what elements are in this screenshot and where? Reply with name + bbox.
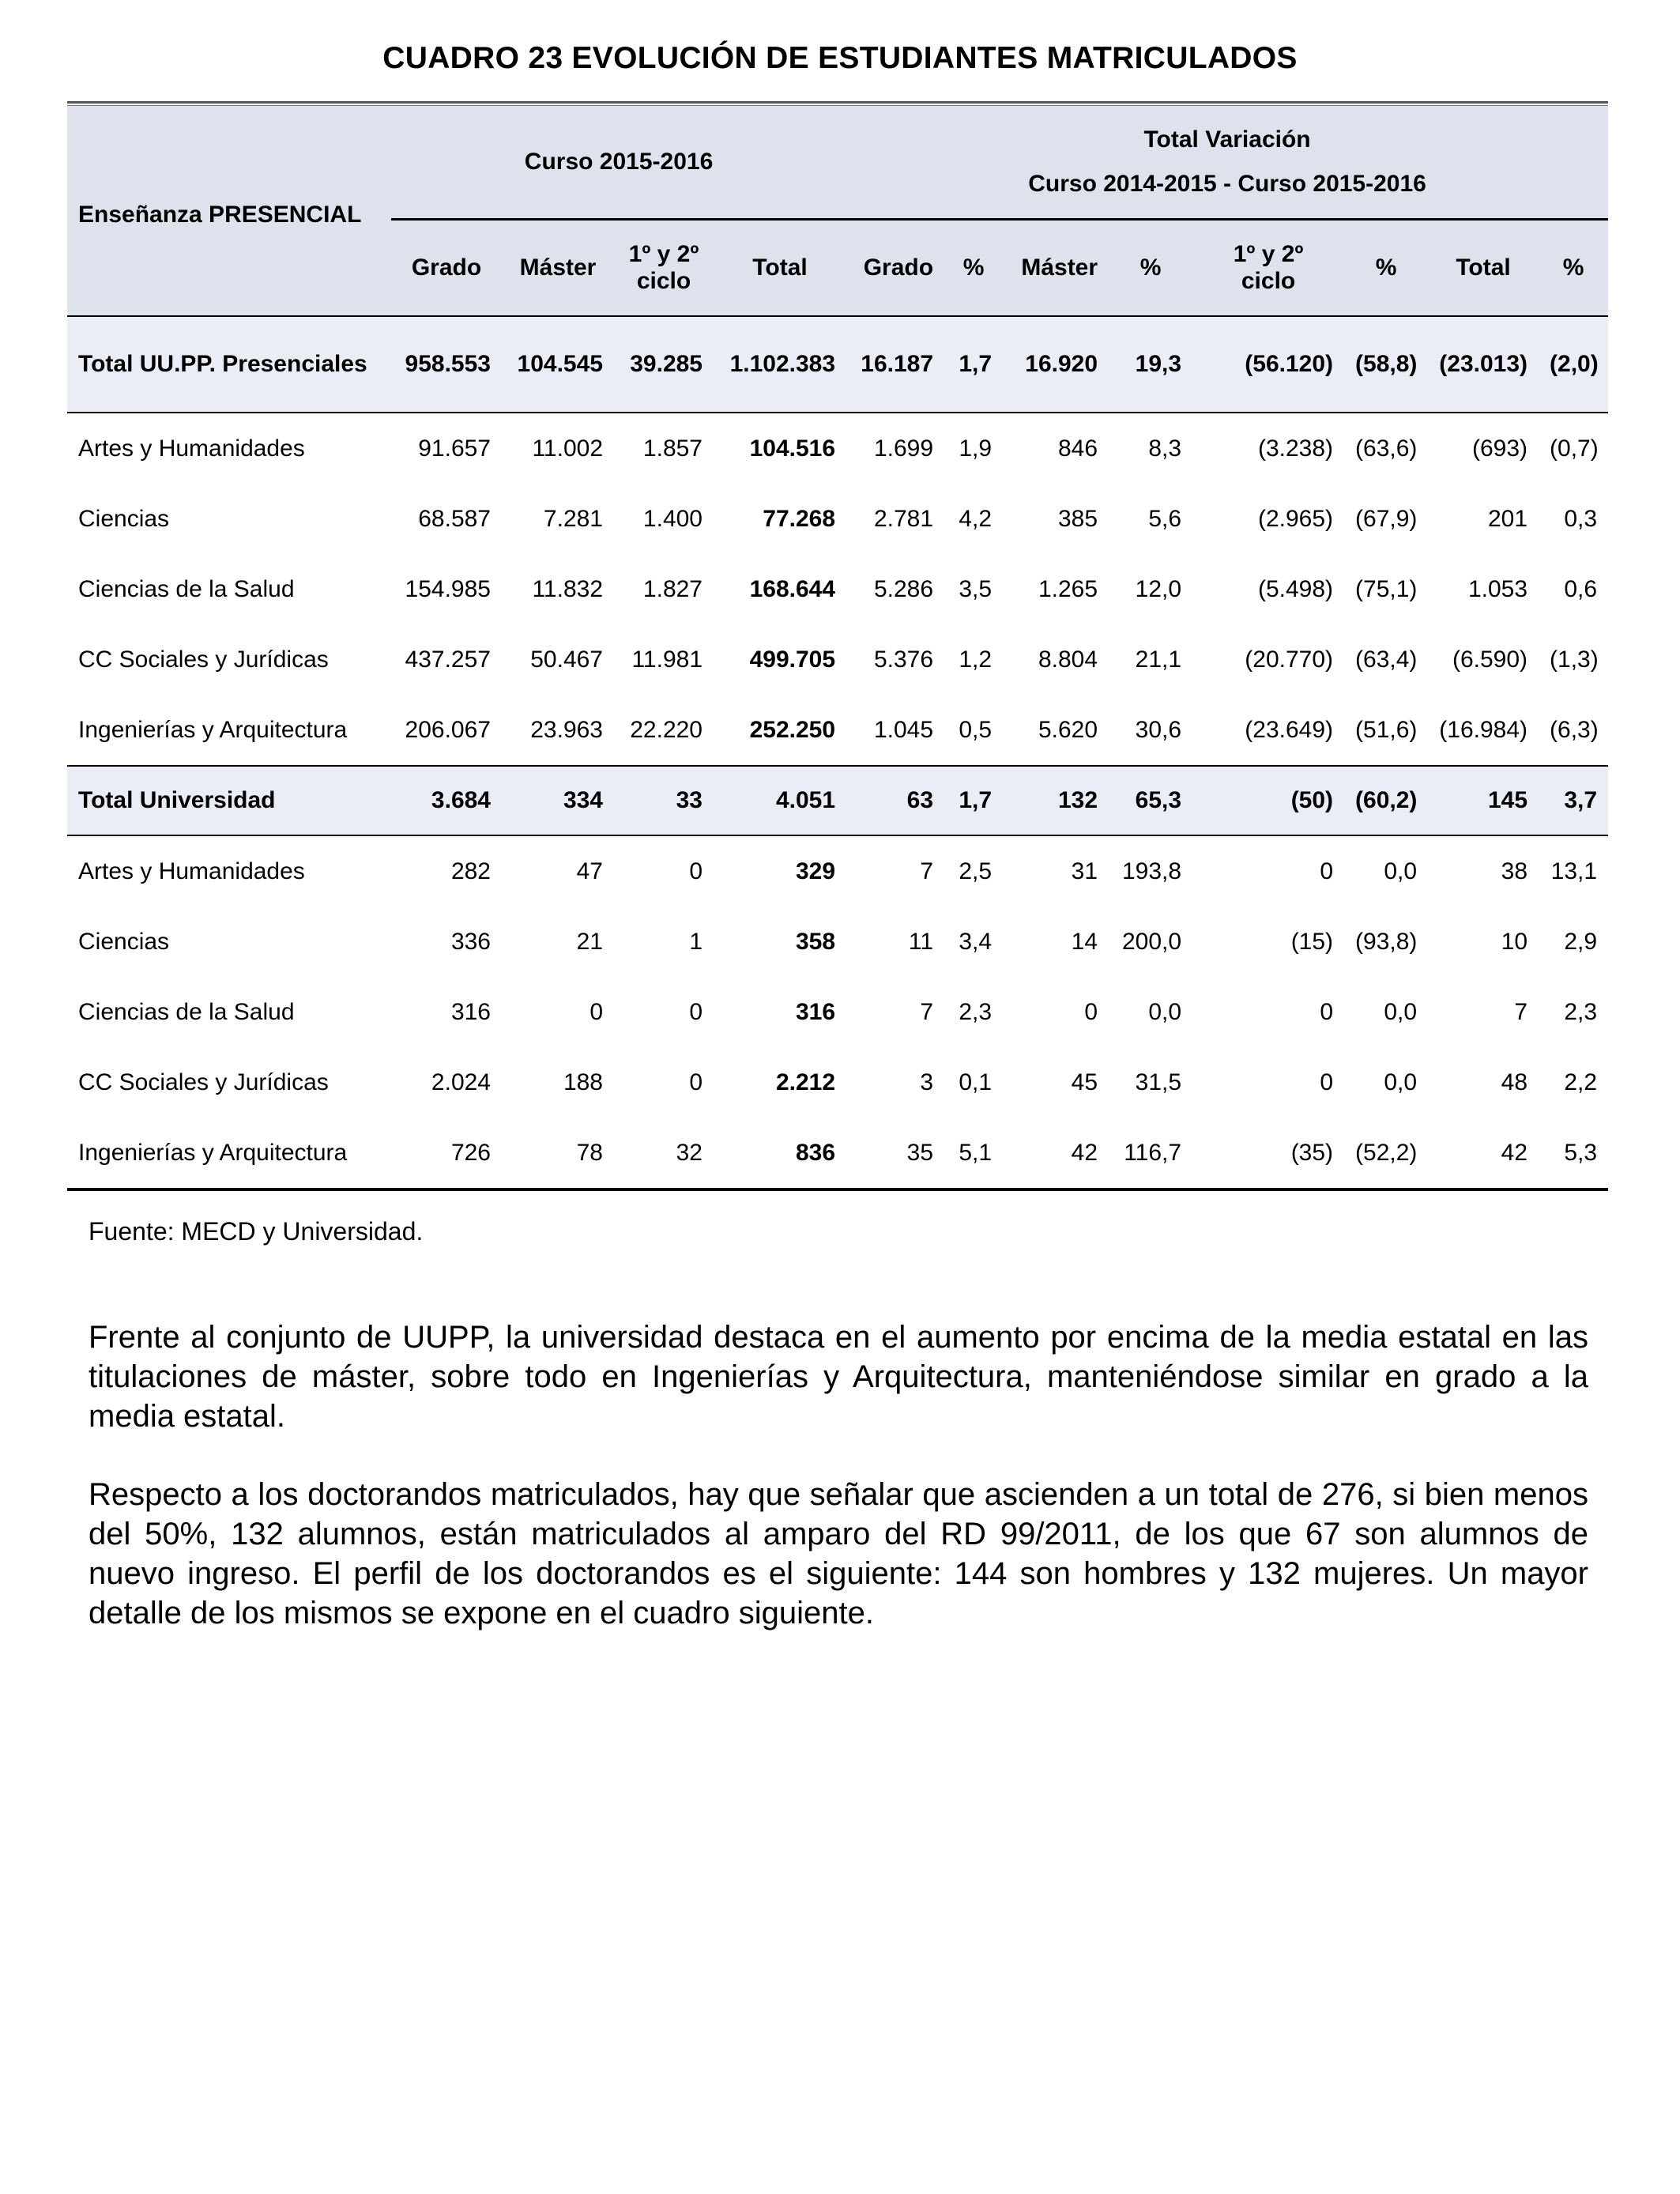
- table-cell: 1.265: [1038, 575, 1098, 602]
- table-cell: 50.467: [530, 646, 603, 673]
- table-cell: (60,2): [1344, 766, 1428, 835]
- table-cell: 5,1: [959, 1139, 993, 1166]
- table-cell: (23.649): [1245, 716, 1334, 743]
- table-cell: 8,3: [1148, 435, 1182, 462]
- table-row: [67, 624, 1608, 695]
- group-header-variacion-line1: Total Variación: [1143, 126, 1311, 153]
- column-header: Grado: [846, 220, 944, 317]
- table-cell: (63,4): [1355, 646, 1418, 673]
- table-cell: 14: [1071, 928, 1098, 955]
- table-cell: 499.705: [749, 646, 836, 673]
- table-cell: 5.620: [1038, 716, 1098, 743]
- table-cell: 7: [1514, 998, 1528, 1025]
- table-cell: 48: [1501, 1069, 1528, 1095]
- row-label: Ingenierías y Arquitectura: [78, 1139, 348, 1166]
- table-cell: 726: [450, 1139, 491, 1166]
- table-cell: 2.781: [873, 505, 934, 532]
- row-label: Ciencias: [78, 505, 170, 532]
- table-cell: 16.187: [846, 316, 944, 413]
- table-cell: 168.644: [749, 575, 836, 602]
- table-cell: 2,3: [1564, 998, 1598, 1025]
- table-cell: 31: [1071, 858, 1098, 884]
- table-cell: 12,0: [1135, 575, 1182, 602]
- table-cell: 0,6: [1564, 575, 1598, 602]
- table-cell: (20.770): [1245, 646, 1334, 673]
- row-label: Total Universidad: [67, 766, 391, 835]
- table-cell: (1,3): [1550, 646, 1599, 673]
- table-cell: 77.268: [763, 505, 836, 532]
- table-cell: 188: [563, 1069, 603, 1095]
- table-cell: 1.827: [642, 575, 703, 602]
- enrollment-table-container: [67, 101, 1608, 1191]
- paragraph-1: Frente al conjunto de UUPP, la universidad destaca en el aumento por encima de la media estatal en las titulaciones de máster, sobre todo en Ingenierías y Arquitectura, manteniéndose similar en grado a la media estatal.: [89, 1320, 1588, 1434]
- table-cell: (67,9): [1355, 505, 1418, 532]
- table-cell: 8.804: [1038, 646, 1098, 673]
- table-cell: 0: [1320, 858, 1334, 884]
- table-cell: 958.553: [391, 316, 502, 413]
- column-header: %: [1344, 220, 1428, 317]
- table-cell: 21: [576, 928, 603, 955]
- table-cell: 0,0: [1148, 998, 1182, 1025]
- table-cell: (693): [1472, 435, 1528, 462]
- table-cell: 5.286: [873, 575, 934, 602]
- table-cell: 1,2: [959, 646, 993, 673]
- table-cell: 334: [502, 766, 614, 835]
- enrollment-table: [67, 106, 1608, 1191]
- table-cell: 0,5: [959, 716, 993, 743]
- table-cell: 47: [576, 858, 603, 884]
- table-cell: 4.051: [714, 766, 846, 835]
- table-row: [67, 1047, 1608, 1118]
- group-header-curso: Curso 2015-2016: [391, 106, 846, 220]
- table-cell: 2.212: [775, 1069, 836, 1095]
- table-cell: 10: [1501, 928, 1528, 955]
- total-row: [67, 766, 1608, 835]
- table-cell: 0,0: [1384, 998, 1418, 1025]
- table-cell: (6,3): [1550, 716, 1599, 743]
- table-cell: (0,7): [1550, 435, 1599, 462]
- row-label: Ciencias de la Salud: [78, 998, 295, 1025]
- row-label: Artes y Humanidades: [78, 435, 305, 462]
- table-cell: (51,6): [1355, 716, 1418, 743]
- table-cell: 5,3: [1564, 1139, 1598, 1166]
- table-cell: 358: [795, 928, 836, 955]
- table-title: CUADRO 23 EVOLUCIÓN DE ESTUDIANTES MATRICULADOS: [382, 41, 1298, 75]
- table-cell: 7: [920, 998, 934, 1025]
- column-header: Grado: [391, 220, 502, 317]
- table-cell: 201: [1487, 505, 1528, 532]
- table-cell: 39.285: [614, 316, 714, 413]
- table-cell: 0: [590, 998, 603, 1025]
- column-header: 1º y 2º ciclo: [614, 220, 714, 317]
- table-cell: 2,5: [959, 858, 993, 884]
- column-header: Total: [1428, 220, 1539, 317]
- table-cell: 7.281: [543, 505, 603, 532]
- table-cell: 3,4: [959, 928, 993, 955]
- table-cell: 4,2: [959, 505, 993, 532]
- column-header: Total: [714, 220, 846, 317]
- row-label: Ciencias: [78, 928, 170, 955]
- column-header: Máster: [1003, 220, 1109, 317]
- table-cell: 336: [450, 928, 491, 955]
- table-cell: 11.832: [532, 575, 603, 602]
- table-cell: 1,7: [944, 766, 1003, 835]
- table-cell: 42: [1501, 1139, 1528, 1166]
- column-header: 1º y 2º ciclo: [1192, 220, 1344, 317]
- table-cell: 145: [1428, 766, 1539, 835]
- table-cell: 1: [689, 928, 703, 955]
- table-cell: 63: [846, 766, 944, 835]
- column-header: %: [1109, 220, 1192, 317]
- table-cell: (5.498): [1257, 575, 1334, 602]
- table-cell: 5.376: [873, 646, 934, 673]
- table-cell: 16.920: [1003, 316, 1109, 413]
- table-cell: 0: [1320, 1069, 1334, 1095]
- table-cell: 3,7: [1539, 766, 1608, 835]
- table-cell: (56.120): [1192, 316, 1344, 413]
- group-header-variacion-line2: Curso 2014-2015 - Curso 2015-2016: [1028, 171, 1426, 197]
- table-cell: (63,6): [1355, 435, 1418, 462]
- table-cell: (50): [1192, 766, 1344, 835]
- table-cell: 91.657: [418, 435, 491, 462]
- row-header-label: Enseñanza PRESENCIAL: [67, 106, 391, 316]
- table-cell: (23.013): [1428, 316, 1539, 413]
- table-cell: (52,2): [1355, 1139, 1418, 1166]
- table-row: [67, 413, 1608, 484]
- table-cell: (58,8): [1344, 316, 1428, 413]
- table-cell: 13,1: [1550, 858, 1598, 884]
- table-cell: 2.024: [431, 1069, 491, 1095]
- table-cell: 11: [908, 928, 934, 955]
- table-cell: 316: [795, 998, 836, 1025]
- table-cell: 1,9: [959, 435, 993, 462]
- table-cell: 836: [795, 1139, 836, 1166]
- table-cell: 33: [614, 766, 714, 835]
- row-label: Artes y Humanidades: [78, 858, 305, 884]
- table-cell: 2,2: [1564, 1069, 1598, 1095]
- table-cell: 154.985: [405, 575, 491, 602]
- table-cell: 0: [689, 998, 703, 1025]
- table-cell: 42: [1071, 1139, 1098, 1166]
- table-row: [67, 835, 1608, 907]
- table-cell: 104.516: [749, 435, 836, 462]
- table-cell: 3,5: [959, 575, 993, 602]
- table-cell: 65,3: [1109, 766, 1192, 835]
- table-cell: 11.981: [631, 646, 703, 673]
- paragraph-2: Respecto a los doctorandos matriculados, hay que señalar que ascienden a un total de 276, si bien menos del 50%, 132 alumnos, están matriculados al amparo del RD 99/2011, de los que 67 son alumnos de nuevo ingreso. El perfil de los doctorandos es el siguiente: 144 son hombres y 132 mujeres. Un mayor detalle de los mismos se expone en el cuadro siguiente.: [89, 1477, 1588, 1630]
- table-cell: 38: [1501, 858, 1528, 884]
- table-cell: 1,7: [944, 316, 1003, 413]
- table-cell: 31,5: [1135, 1069, 1182, 1095]
- table-cell: 5,6: [1148, 505, 1182, 532]
- table-cell: (6.590): [1452, 646, 1528, 673]
- table-cell: (2,0): [1539, 316, 1608, 413]
- table-cell: 23.963: [530, 716, 603, 743]
- table-cell: 2,9: [1564, 928, 1598, 955]
- column-header: %: [944, 220, 1003, 317]
- column-header: %: [1539, 220, 1608, 317]
- table-cell: (16.984): [1439, 716, 1528, 743]
- table-cell: 0,3: [1564, 505, 1598, 532]
- table-cell: 78: [576, 1139, 603, 1166]
- table-cell: (35): [1290, 1139, 1334, 1166]
- source-note: Fuente: MECD y Universidad.: [89, 1217, 424, 1246]
- row-label: Total UU.PP. Presenciales: [67, 316, 391, 413]
- table-cell: 846: [1057, 435, 1098, 462]
- table-row: [67, 484, 1608, 554]
- table-cell: 316: [450, 998, 491, 1025]
- table-cell: 11.002: [532, 435, 603, 462]
- table-cell: 0,1: [959, 1069, 993, 1095]
- table-row: [67, 695, 1608, 766]
- table-cell: 1.400: [642, 505, 703, 532]
- table-cell: 132: [1003, 766, 1109, 835]
- table-cell: 30,6: [1135, 716, 1182, 743]
- row-label: CC Sociales y Jurídicas: [78, 1069, 329, 1095]
- table-cell: 22.220: [630, 716, 703, 743]
- row-label: CC Sociales y Jurídicas: [78, 646, 329, 673]
- column-header: Máster: [502, 220, 614, 317]
- table-cell: 35: [906, 1139, 934, 1166]
- table-cell: 200,0: [1121, 928, 1182, 955]
- table-cell: 45: [1071, 1069, 1098, 1095]
- table-cell: 0: [689, 858, 703, 884]
- total-row: [67, 316, 1608, 413]
- row-label: Ciencias de la Salud: [78, 575, 295, 602]
- table-cell: 0: [1084, 998, 1098, 1025]
- table-row: [67, 554, 1608, 624]
- table-cell: 0,0: [1384, 858, 1418, 884]
- table-cell: 1.857: [642, 435, 703, 462]
- table-cell: 1.102.383: [714, 316, 846, 413]
- table-cell: 252.250: [749, 716, 836, 743]
- table-cell: 385: [1057, 505, 1098, 532]
- table-cell: 116,7: [1124, 1139, 1182, 1166]
- table-body: [67, 316, 1608, 1189]
- table-cell: (3.238): [1257, 435, 1334, 462]
- table-cell: 104.545: [502, 316, 614, 413]
- table-cell: (75,1): [1355, 575, 1418, 602]
- table-cell: 2,3: [959, 998, 993, 1025]
- table-cell: 1.053: [1467, 575, 1528, 602]
- table-cell: (93,8): [1355, 928, 1418, 955]
- table-cell: 32: [676, 1139, 703, 1166]
- table-cell: 329: [795, 858, 836, 884]
- row-label: Ingenierías y Arquitectura: [78, 716, 348, 743]
- table-cell: 193,8: [1121, 858, 1182, 884]
- table-cell: 282: [450, 858, 491, 884]
- table-cell: 206.067: [405, 716, 491, 743]
- table-row: [67, 907, 1608, 977]
- table-cell: 3: [920, 1069, 934, 1095]
- table-cell: 437.257: [405, 646, 491, 673]
- header-row-groups: [67, 106, 1608, 220]
- table-cell: (2.965): [1257, 505, 1334, 532]
- table-cell: (15): [1290, 928, 1334, 955]
- table-cell: 1.045: [873, 716, 934, 743]
- table-cell: 68.587: [418, 505, 491, 532]
- table-row: [67, 977, 1608, 1047]
- table-cell: 19,3: [1109, 316, 1192, 413]
- table-cell: 7: [920, 858, 934, 884]
- table-cell: 21,1: [1135, 646, 1182, 673]
- table-cell: 0,0: [1384, 1069, 1418, 1095]
- table-cell: 1.699: [873, 435, 934, 462]
- table-cell: 0: [1320, 998, 1334, 1025]
- table-cell: 0: [689, 1069, 703, 1095]
- group-header-variacion: [846, 106, 1608, 220]
- table-cell: 3.684: [391, 766, 502, 835]
- table-row: [67, 1118, 1608, 1189]
